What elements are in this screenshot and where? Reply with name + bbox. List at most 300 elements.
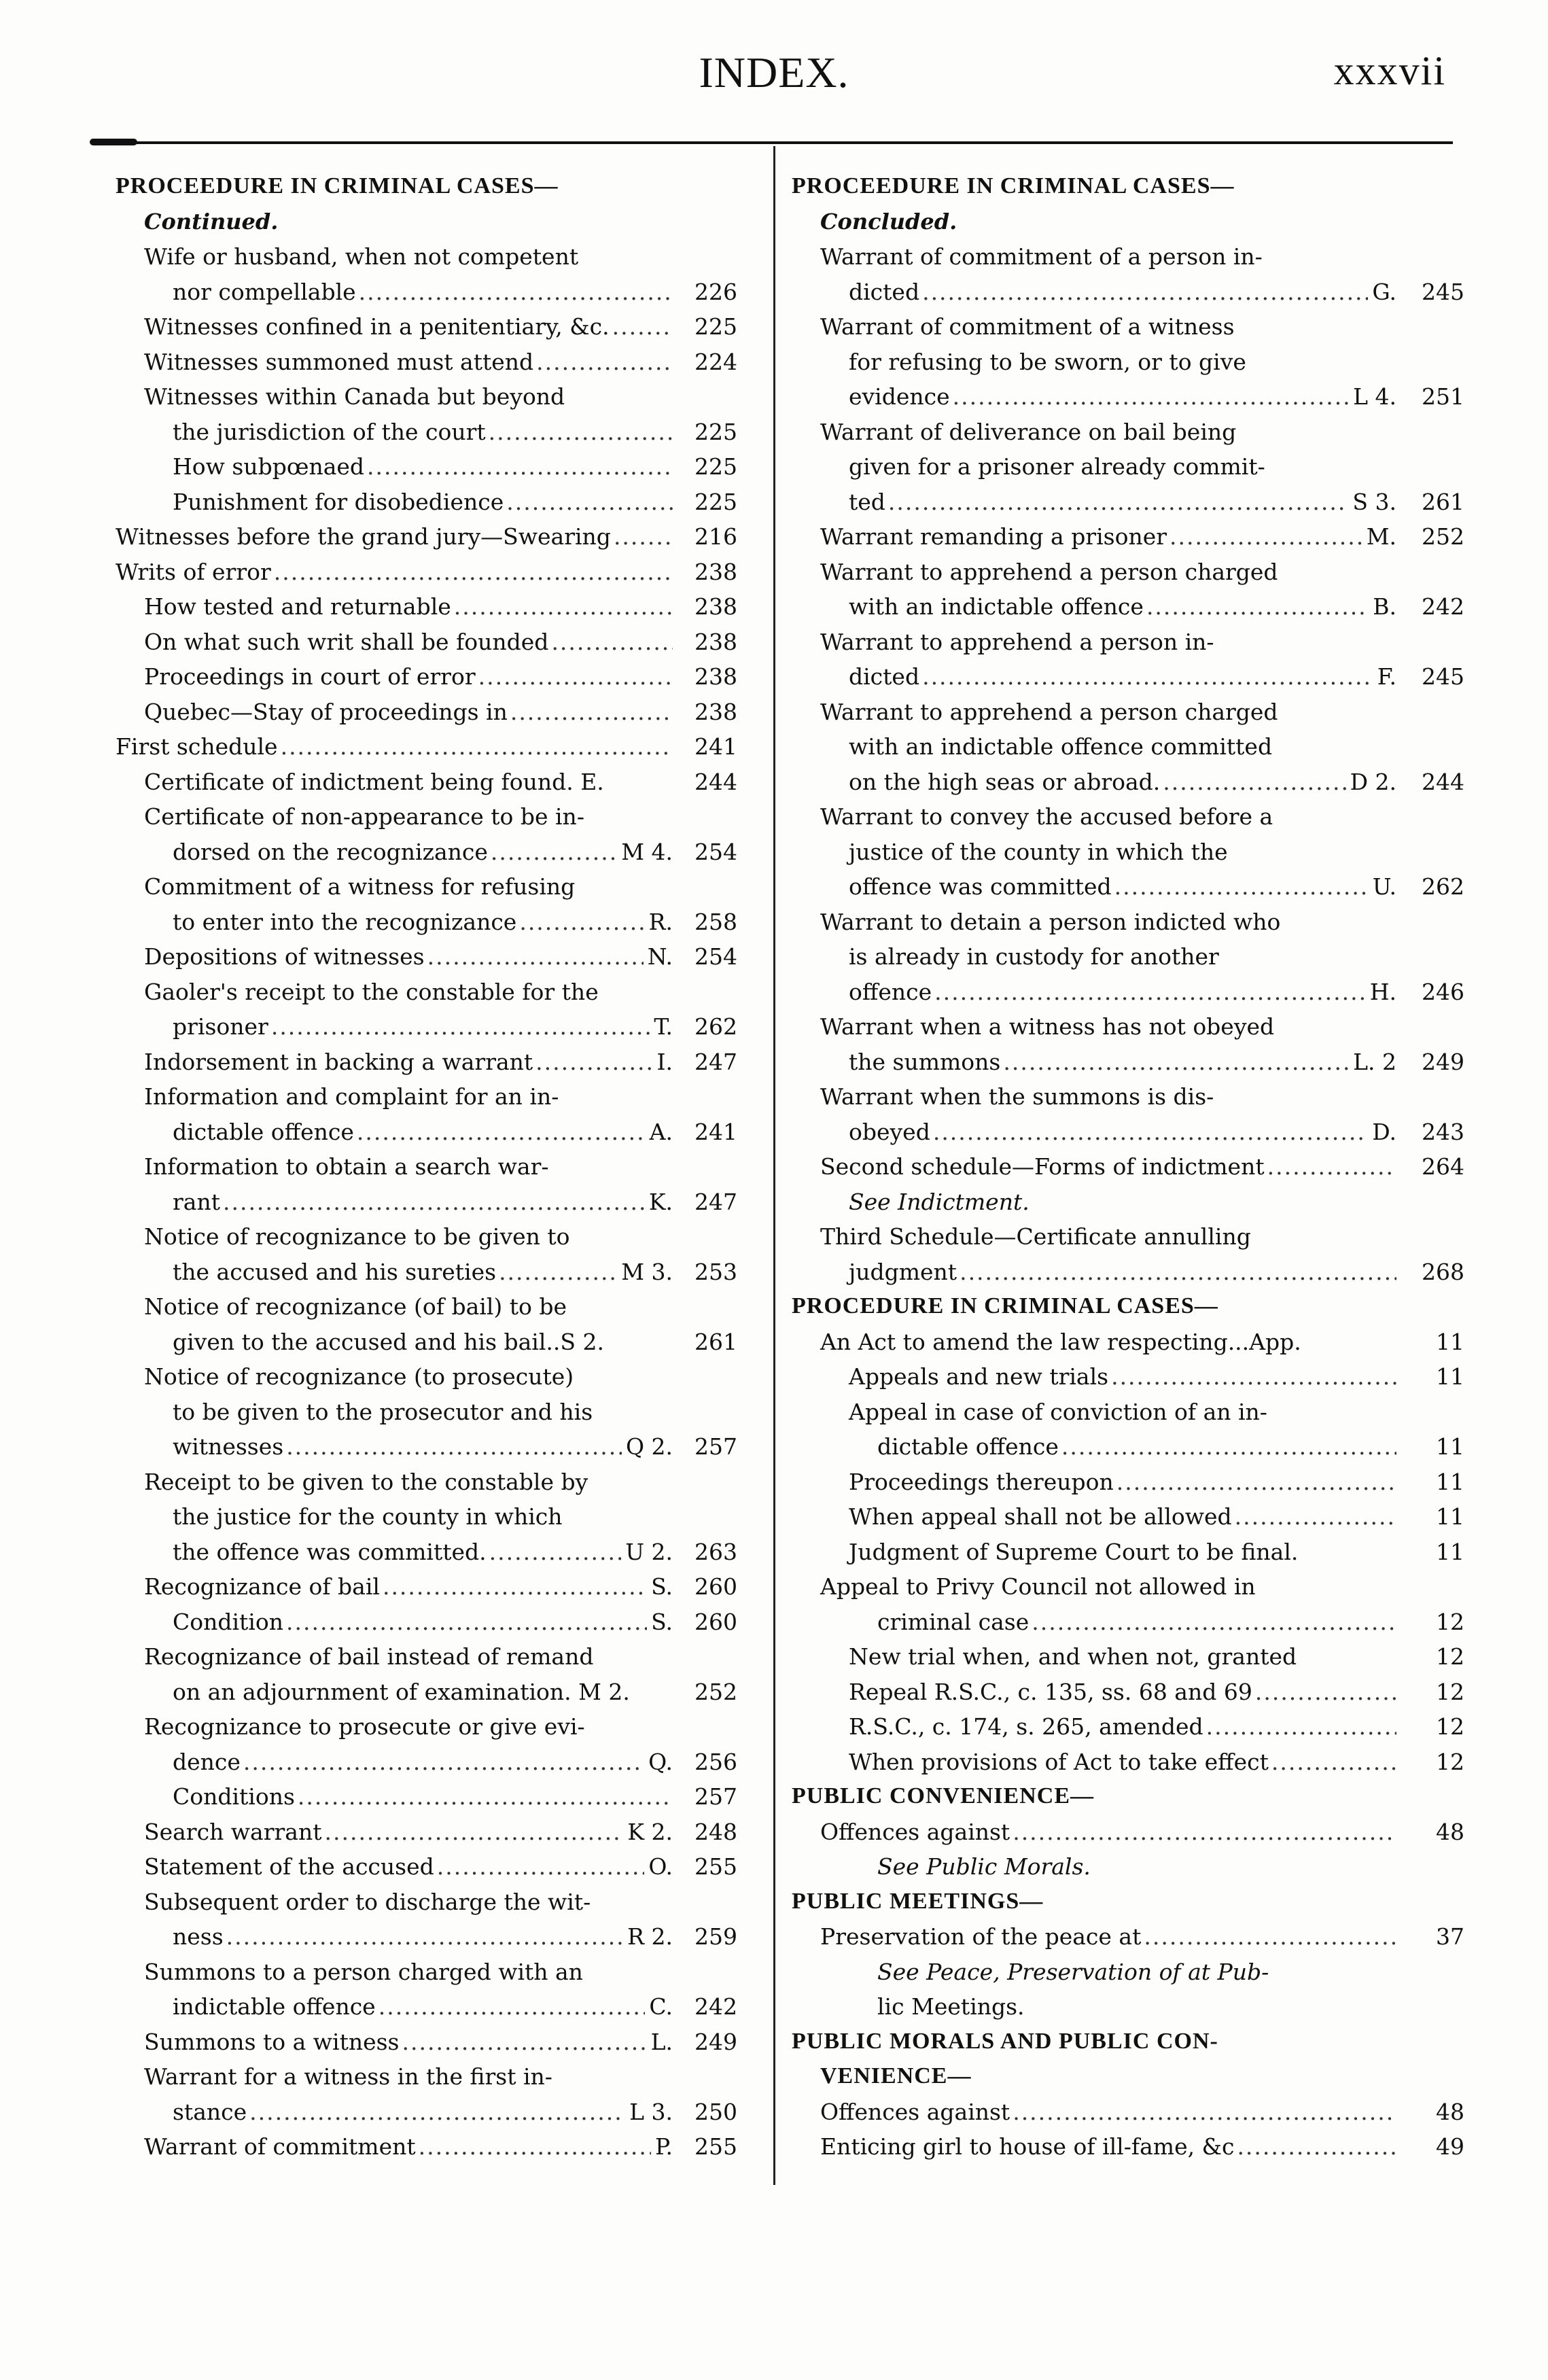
- page-reference: 252: [694, 1678, 737, 1705]
- entry-text: Information to obtain a search war-: [144, 1153, 549, 1180]
- leader-dots: [487, 1539, 622, 1565]
- entry-text: Warrant of deliverance on bail being: [820, 418, 1237, 445]
- leader-dots: [220, 1189, 645, 1215]
- leader-dots: [434, 1853, 645, 1880]
- index-entry: [792, 1363, 1464, 1399]
- entry-text: Commitment of a witness for refusing: [144, 873, 576, 900]
- entry-text: Warrant of commitment of a witness: [820, 313, 1235, 340]
- form-code: H.: [1369, 978, 1396, 1005]
- entry-text: See Indictment.: [849, 1188, 1030, 1215]
- page-reference: 11: [1436, 1468, 1464, 1495]
- entry-text: stance: [173, 2098, 247, 2125]
- index-entry: [792, 1013, 1464, 1049]
- leader-dots: [1269, 1749, 1396, 1775]
- index-entry: [792, 699, 1464, 734]
- index-entry: [792, 313, 1464, 349]
- entry-text: PUBLIC MEETINGS—: [792, 1888, 1044, 1914]
- page-reference: 225: [694, 418, 737, 445]
- page-reference: 12: [1436, 1643, 1464, 1670]
- page-reference: 225: [694, 488, 737, 515]
- leader-dots: [295, 1783, 673, 1810]
- entry-text: offence was committed: [849, 873, 1112, 900]
- index-entry: [116, 733, 737, 769]
- form-code: Q.: [648, 1748, 673, 1775]
- entry-text: Statement of the accused: [144, 1853, 434, 1880]
- leader-dots: [496, 1259, 617, 1285]
- page-reference: 244: [1422, 768, 1464, 795]
- entry-text: dicted: [849, 278, 920, 305]
- page-reference: 246: [1422, 978, 1464, 1005]
- page-reference: 238: [694, 698, 737, 725]
- index-entry: [792, 1399, 1464, 1434]
- entry-text: Warrant to detain a person indicted who: [820, 908, 1281, 935]
- index-entry: [792, 769, 1464, 804]
- page-reference: 224: [694, 348, 737, 375]
- index-entry: [116, 173, 737, 209]
- index-entry: [792, 1153, 1464, 1189]
- entry-text: PUBLIC CONVENIENCE—: [792, 1783, 1094, 1808]
- index-entry: [116, 559, 737, 594]
- entry-text: Notice of recognizance (of bail) to be: [144, 1293, 567, 1320]
- page-reference: 260: [694, 1608, 737, 1635]
- index-entry: [792, 629, 1464, 664]
- page-reference: 251: [1422, 383, 1464, 410]
- entry-text: Witnesses summoned must attend: [144, 348, 534, 375]
- entry-text: the justice for the county in which: [173, 1503, 563, 1530]
- leader-dots: [957, 1259, 1396, 1285]
- index-entry: [792, 2029, 1464, 2064]
- page-reference: 262: [1422, 873, 1464, 900]
- index-entry: [792, 979, 1464, 1014]
- form-code: U 2.: [625, 1538, 673, 1565]
- page-reference: 250: [694, 2098, 737, 2125]
- leader-dots: [1059, 1433, 1396, 1460]
- entry-text: Warrant to apprehend a person charged: [820, 558, 1278, 585]
- leader-dots: [611, 523, 673, 550]
- entry-text: Depositions of witnesses: [144, 943, 425, 970]
- leader-dots: [476, 663, 673, 690]
- form-code: K 2.: [627, 1818, 673, 1845]
- index-entry: [116, 243, 737, 279]
- index-entry: [792, 909, 1464, 944]
- index-entry: [792, 839, 1464, 874]
- entry-text: Appeal in case of conviction of an in-: [849, 1398, 1267, 1425]
- entry-text: dictable offence: [173, 1118, 354, 1145]
- entry-text: the jurisdiction of the court: [173, 418, 486, 445]
- index-entry: [792, 2063, 1464, 2099]
- entry-text: Recognizance to prosecute or give evi-: [144, 1713, 585, 1740]
- leader-dots: [1029, 1609, 1396, 1635]
- index-entry: [792, 1049, 1464, 1084]
- index-entry: [116, 943, 737, 979]
- entry-text: Notice of recognizance (to prosecute): [144, 1363, 574, 1390]
- index-entry: [792, 1889, 1464, 1924]
- form-code: R 2.: [627, 1923, 673, 1950]
- index-entry: [792, 1539, 1464, 1574]
- index-entry: [116, 1399, 737, 1434]
- entry-text: Wife or husband, when not competent: [144, 243, 579, 270]
- entry-text: on the high seas or abroad.: [849, 768, 1161, 795]
- entry-text: the offence was committed.: [173, 1538, 487, 1565]
- leader-dots: [1232, 1503, 1396, 1530]
- entry-text: dictable offence: [877, 1433, 1059, 1460]
- index-entry: [116, 453, 737, 489]
- leader-dots: [950, 383, 1349, 410]
- leader-dots: [488, 839, 617, 865]
- index-entry: [792, 523, 1464, 559]
- index-entry: [792, 489, 1464, 524]
- entry-text: See Peace, Preservation of at Pub-: [877, 1958, 1269, 1985]
- page-reference: 12: [1436, 1608, 1464, 1635]
- entry-text: Concluded.: [820, 208, 957, 234]
- index-entry: [116, 839, 737, 874]
- index-entry: [792, 1083, 1464, 1119]
- index-entry: [116, 1469, 737, 1504]
- leader-dots: [1144, 593, 1369, 620]
- index-entry: [116, 1959, 737, 1994]
- page-reference: 11: [1436, 1503, 1464, 1530]
- leader-dots: [451, 593, 673, 620]
- page-reference: 12: [1436, 1678, 1464, 1705]
- index-entry: [116, 1049, 737, 1084]
- page-reference: 238: [694, 663, 737, 690]
- leader-dots: [1167, 523, 1362, 550]
- index-entry: [116, 419, 737, 454]
- entry-text: offence: [849, 978, 932, 1005]
- page-reference: 261: [694, 1328, 737, 1355]
- index-entry: [792, 243, 1464, 279]
- page-reference: 225: [694, 313, 737, 340]
- entry-text: PROCEEDURE IN CRIMINAL CASES—: [116, 173, 559, 198]
- index-column-right: [792, 173, 1464, 2169]
- leader-dots: [354, 1119, 646, 1145]
- entry-text: When appeal shall not be allowed: [849, 1503, 1232, 1530]
- index-entry: [792, 1783, 1464, 1819]
- entry-text: Second schedule—Forms of indictment: [820, 1153, 1265, 1180]
- entry-text: Receipt to be given to the constable by: [144, 1468, 588, 1495]
- form-code: O.: [648, 1853, 673, 1880]
- entry-text: justice of the county in which the: [849, 838, 1228, 865]
- index-entry: [116, 1819, 737, 1854]
- entry-text: Warrant when the summons is dis-: [820, 1083, 1214, 1110]
- entry-text: R.S.C., c. 174, s. 265, amended: [849, 1713, 1203, 1740]
- page-reference: 262: [694, 1013, 737, 1040]
- index-entry: [792, 1923, 1464, 1959]
- index-entry: [116, 349, 737, 384]
- entry-text: Search warrant: [144, 1818, 322, 1845]
- entry-text: Gaoler's receipt to the constable for the: [144, 978, 599, 1005]
- leader-dots: [610, 313, 673, 340]
- index-entry: [116, 1189, 737, 1224]
- leader-dots: [1252, 1679, 1396, 1705]
- index-entry: [116, 1013, 737, 1049]
- form-code: G.: [1372, 278, 1396, 305]
- form-code: D.: [1372, 1118, 1396, 1145]
- index-entry: [792, 1643, 1464, 1679]
- entry-text: to enter into the recognizance: [173, 908, 517, 935]
- page-reference: 247: [694, 1048, 737, 1075]
- entry-text: Warrant to convey the accused before a: [820, 803, 1273, 830]
- index-entry: [116, 489, 737, 524]
- page-reference: 11: [1436, 1363, 1464, 1390]
- leader-dots: [919, 663, 1373, 690]
- index-entry: [792, 1713, 1464, 1749]
- page-reference: 12: [1436, 1713, 1464, 1740]
- entry-text: Warrant remanding a prisoner: [820, 523, 1167, 550]
- entry-text: VENIENCE—: [820, 2063, 972, 2088]
- page-reference: 48: [1436, 2098, 1464, 2125]
- index-entry: [116, 1993, 737, 2029]
- form-code: S.: [651, 1608, 673, 1635]
- leader-dots: [400, 2029, 647, 2055]
- page-reference: 48: [1436, 1818, 1464, 1845]
- form-code: L.: [650, 2028, 673, 2055]
- entry-text: Recognizance of bail instead of remand: [144, 1643, 594, 1670]
- index-entry: [116, 699, 737, 734]
- page-reference: 248: [694, 1818, 737, 1845]
- index-entry: [116, 383, 737, 419]
- index-entry: [792, 1469, 1464, 1504]
- index-entry: [116, 1223, 737, 1259]
- entry-text: How subpœnaed: [173, 453, 365, 480]
- entry-text: When provisions of Act to take effect: [849, 1748, 1269, 1775]
- index-entry: [116, 2063, 737, 2099]
- entry-text: Appeal to Privy Council not allowed in: [820, 1573, 1256, 1600]
- page-reference: 264: [1422, 1153, 1464, 1180]
- entry-text: Proceedings thereupon: [849, 1468, 1114, 1495]
- entry-text: Third Schedule—Certificate annulling: [820, 1223, 1251, 1250]
- entry-text: for refusing to be sworn, or to give: [849, 348, 1246, 375]
- entry-text: dicted: [849, 663, 920, 690]
- leader-dots: [241, 1749, 644, 1775]
- page-reference: 259: [694, 1923, 737, 1950]
- form-code: M.: [1366, 523, 1396, 550]
- leader-dots: [376, 1993, 646, 2020]
- page-reference: 255: [694, 2133, 737, 2160]
- form-code: A.: [649, 1118, 673, 1145]
- entry-text: Preservation of the peace at: [820, 1923, 1142, 1950]
- column-divider: [773, 146, 775, 2185]
- entry-text: Enticing girl to house of ill-fame, &c: [820, 2133, 1235, 2160]
- entry-text: given for a prisoner already commit-: [849, 453, 1265, 480]
- entry-text: PROCEDURE IN CRIMINAL CASES—: [792, 1293, 1218, 1318]
- leader-dots: [425, 943, 644, 970]
- leader-dots: [1010, 2099, 1396, 2125]
- page-reference: 257: [694, 1783, 737, 1810]
- index-entry: [116, 209, 737, 244]
- leader-dots: [1108, 1363, 1396, 1390]
- page-reference: 241: [694, 733, 737, 760]
- page-reference: 226: [694, 278, 737, 305]
- leader-dots: [283, 1433, 622, 1460]
- index-entry: [792, 349, 1464, 384]
- page-reference: 242: [694, 1993, 737, 2020]
- leader-dots: [224, 1923, 624, 1950]
- header-rule: [94, 141, 1453, 144]
- index-entry: [116, 1433, 737, 1469]
- page-reference: 263: [694, 1538, 737, 1565]
- page-reference: 11: [1436, 1538, 1464, 1565]
- page-header: [0, 0, 1548, 122]
- index-entry: [116, 1119, 737, 1154]
- page-reference: 49: [1436, 2133, 1464, 2160]
- entry-text: Notice of recognizance to be given to: [144, 1223, 570, 1250]
- index-entry: [116, 1713, 737, 1749]
- entry-text: Offences against: [820, 2098, 1010, 2125]
- index-entry: [792, 173, 1464, 209]
- form-code: B.: [1373, 593, 1396, 620]
- leader-dots: [1010, 1819, 1396, 1845]
- entry-text: witnesses: [173, 1433, 284, 1460]
- entry-text: Subsequent order to discharge the wit-: [144, 1888, 591, 1915]
- entry-text: lic Meetings.: [877, 1993, 1025, 2020]
- entry-text: rant: [173, 1188, 220, 1215]
- index-entry: [792, 1853, 1464, 1889]
- entry-text: On what such writ shall be founded: [144, 628, 549, 655]
- page-reference: 247: [694, 1188, 737, 1215]
- page-reference: 245: [1422, 278, 1464, 305]
- index-entry: [792, 593, 1464, 629]
- form-code: D 2.: [1350, 768, 1396, 795]
- page-reference: 238: [694, 628, 737, 655]
- page-reference: 256: [694, 1748, 737, 1775]
- index-entry: [792, 279, 1464, 314]
- form-code: C.: [649, 1993, 673, 2020]
- index-entry: [792, 1819, 1464, 1854]
- page-reference: 12: [1436, 1748, 1464, 1775]
- index-entry: [116, 1503, 737, 1539]
- index-entry: [116, 803, 737, 839]
- entry-text: dence: [173, 1748, 241, 1775]
- leader-dots: [364, 453, 673, 480]
- entry-text: Repeal R.S.C., c. 135, ss. 68 and 69: [849, 1678, 1252, 1705]
- index-entry: [792, 209, 1464, 244]
- index-entry: [792, 1959, 1464, 1994]
- entry-text: nor compellable: [173, 278, 356, 305]
- entry-text: Witnesses confined in a penitentiary, &c.: [144, 313, 610, 340]
- leader-dots: [321, 1819, 623, 1845]
- page-reference: 254: [694, 943, 737, 970]
- index-entry: [116, 1679, 737, 1714]
- form-code: P.: [654, 2133, 673, 2160]
- entry-text: prisoner: [173, 1013, 268, 1040]
- entry-text: Witnesses within Canada but beyond: [144, 383, 565, 410]
- index-entry: [116, 1363, 737, 1399]
- entry-text: First schedule: [116, 733, 278, 760]
- page-reference: 238: [694, 593, 737, 620]
- page-reference: 37: [1436, 1923, 1464, 1950]
- leader-dots: [1000, 1049, 1349, 1075]
- index-entry: [792, 1609, 1464, 1644]
- entry-text: Certificate of non-appearance to be in-: [144, 803, 584, 830]
- entry-text: Indorsement in backing a warrant: [144, 1048, 533, 1075]
- index-entry: [792, 1749, 1464, 1784]
- index-entry: [116, 1749, 737, 1784]
- leader-dots: [356, 279, 673, 305]
- index-entry: [792, 453, 1464, 489]
- leader-dots: [1160, 769, 1345, 795]
- entry-text: New trial when, and when not, granted: [849, 1643, 1297, 1670]
- form-code: R.: [648, 908, 673, 935]
- index-entry: [116, 2029, 737, 2064]
- entry-text: Witnesses before the grand jury—Swearing: [116, 523, 611, 550]
- leader-dots: [278, 733, 673, 760]
- page-reference: 258: [694, 908, 737, 935]
- index-column-left: [116, 173, 737, 2169]
- entry-text: the accused and his sureties: [173, 1258, 497, 1285]
- form-code: S 3.: [1352, 488, 1396, 515]
- form-code: L 3.: [629, 2098, 673, 2125]
- leader-dots: [1114, 1469, 1396, 1495]
- page-reference: 268: [1422, 1258, 1464, 1285]
- page-reference: 11: [1436, 1433, 1464, 1460]
- index-entry: [116, 1293, 737, 1329]
- leader-dots: [548, 629, 673, 655]
- page-reference: 261: [1422, 488, 1464, 515]
- page-reference: 11: [1436, 1328, 1464, 1355]
- index-entry: [116, 1889, 737, 1924]
- entry-text: How tested and returnable: [144, 593, 451, 620]
- leader-dots: [268, 1013, 650, 1040]
- entry-text: Offences against: [820, 1818, 1010, 1845]
- entry-text: criminal case: [877, 1608, 1030, 1635]
- entry-text: with an indictable offence: [849, 593, 1144, 620]
- index-entry: [116, 1923, 737, 1959]
- leader-dots: [932, 979, 1366, 1005]
- page-reference: 244: [694, 768, 737, 795]
- form-code: N.: [647, 943, 673, 970]
- entry-text: Recognizance of bail: [144, 1573, 380, 1600]
- index-entry: [792, 873, 1464, 909]
- index-entry: [792, 1433, 1464, 1469]
- entry-text: evidence: [849, 383, 950, 410]
- entry-text: the summons: [849, 1048, 1001, 1075]
- index-entry: [116, 1783, 737, 1819]
- entry-text: See Public Morals.: [877, 1853, 1091, 1880]
- form-code: L 4.: [1353, 383, 1396, 410]
- form-code: F.: [1377, 663, 1396, 690]
- index-entry: [116, 873, 737, 909]
- index-entry: [792, 1993, 1464, 2029]
- index-entry: [116, 769, 737, 804]
- index-entry: [792, 1573, 1464, 1609]
- index-entry: [116, 1853, 737, 1889]
- entry-text: Condition: [173, 1608, 283, 1635]
- index-entry: [116, 1153, 737, 1189]
- index-entry: [792, 1223, 1464, 1259]
- form-code: U.: [1372, 873, 1396, 900]
- form-code: T.: [654, 1013, 673, 1040]
- entry-text: Summons to a person charged with an: [144, 1958, 583, 1985]
- index-entry: [116, 313, 737, 349]
- page-reference: 254: [694, 838, 737, 865]
- leader-dots: [919, 279, 1368, 305]
- entry-text: PROCEEDURE IN CRIMINAL CASES—: [792, 173, 1235, 198]
- form-code: M 3.: [621, 1258, 673, 1285]
- index-entry: [116, 979, 737, 1014]
- entry-text: judgment: [849, 1258, 957, 1285]
- index-entry: [116, 1539, 737, 1574]
- page-number: xxxvii: [1333, 48, 1446, 93]
- index-entry: [792, 1189, 1464, 1224]
- page-reference: 252: [1422, 523, 1464, 550]
- index-entry: [792, 803, 1464, 839]
- index-entry: [116, 1643, 737, 1679]
- page-reference: 225: [694, 453, 737, 480]
- leader-dots: [504, 489, 673, 515]
- entry-text: Punishment for disobedience: [173, 488, 504, 515]
- page-reference: 257: [694, 1433, 737, 1460]
